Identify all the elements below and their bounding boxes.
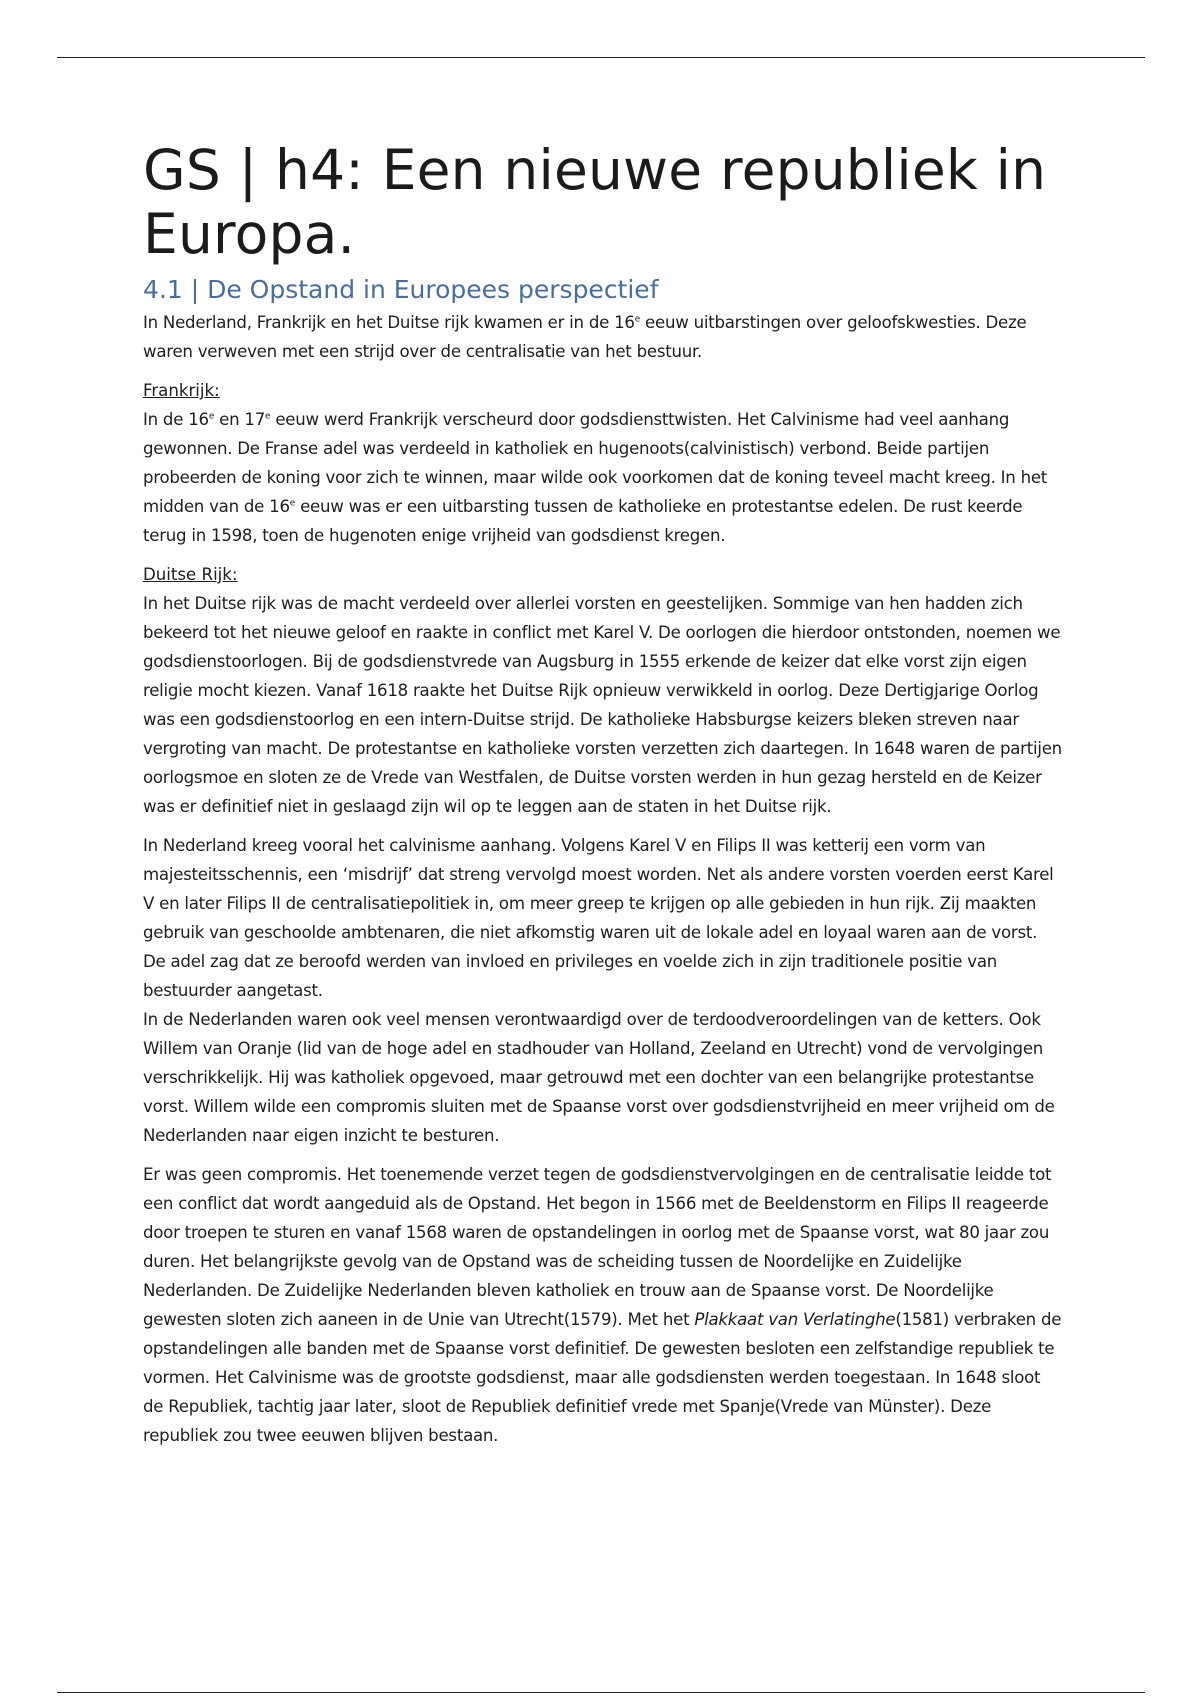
document-page <box>143 138 1063 1450</box>
frankrijk-sup-2: e <box>265 411 271 422</box>
intro-text-1: In Nederland, Frankrijk en het Duitse rijk kwamen er in de 16 <box>143 313 635 332</box>
heading-duitse-rijk: Duitse Rijk: <box>143 565 238 584</box>
frankrijk-text-1: In de 16 <box>143 410 209 429</box>
opstand-paragraph <box>143 1160 1063 1450</box>
bottom-rule <box>57 1692 1145 1693</box>
intro-sup-1: e <box>634 314 641 325</box>
duitse-rijk-paragraph: In het Duitse rijk was de macht verdeeld over allerlei vorsten en geestelijken. Sommige van hen hadden zich bekeerd tot het nieuwe geloof en raakte in conflict met Karel V. De oorlogen die hierdoor ontstonden, noemen we godsdienstoorlogen. Bij de godsdienstvrede van Augsburg in 1555 erkende de keizer dat elke vorst zijn eigen religie mocht kiezen. Vanaf 1618 raakte het Duitse Rijk opnieuw verwikkeld in oorlog. Deze Dertigjarige Oorlog was een godsdienstoorlog en een intern-Duitse strijd. De katholieke Habsburgse keizers bleken streven naar vergroting van macht. De protestantse en katholieke vorsten verzetten zich daartegen. In 1648 waren de partijen oorlogsmoe en sloten ze de Vrede van Westfalen, de Duitse vorsten werden in hun gezag hersteld en de Keizer was er definitief niet in geslaagd zijn wil op te leggen aan de staten in het Duitse rijk. <box>143 594 1062 816</box>
intro-text-2: eeuw uitbarstingen over geloofskwesties. Deze waren verweven met een strijd over de centralisatie van het bestuur. <box>143 313 1027 361</box>
opstand-text-2: (1581) verbraken de opstandelingen alle banden met de Spaanse vorst definitief. De gewesten besloten een zelfstandige republiek te vormen. Het Calvinisme was de grootste godsdienst, maar alle godsdiensten werden toegestaan. In 1648 sloot de Republiek, tachtig jaar later, sloot de Republiek definitief vrede met Spanje(Vrede van Münster). Deze republiek zou twee eeuwen blijven bestaan. <box>143 1310 1062 1445</box>
opstand-text-1: Er was geen compromis. Het toenemende verzet tegen de godsdienstvervolgingen en de centralisatie leidde tot een conflict dat wordt aangeduid als de Opstand. Het begon in 1566 met de Beeldenstorm en Filips II reageerde door troepen te sturen en vanaf 1568 waren de opstandelingen in oorlog met de Spaanse vorst, wat 80 jaar zou duren. Het belangrijkste gevolg van de Opstand was de scheiding tussen de Noordelijke en Zuidelijke Nederlanden. De Zuidelijke Nederlanden bleven katholiek en trouw aan de Spaanse vorst. De Noordelijke gewesten sloten zich aaneen in de Unie van Utrecht(1579). Met het <box>143 1165 1052 1329</box>
heading-frankrijk: Frankrijk: <box>143 381 220 400</box>
nederland-paragraph-1: In Nederland kreeg vooral het calvinisme aanhang. Volgens Karel V en Filips II was ketterij een vorm van majesteitsschennis, een ‘misdrijf’ dat streng vervolgd moest worden. Net als andere vorsten voerden eerst Karel V en later Filips II de centralisatiepolitiek in, om meer greep te krijgen op alle gebieden in hun rijk. Zij maakten gebruik van geschoolde ambtenaren, die niet afkomstig waren uit de lokale adel en loyaal waren aan de vorst. De adel zag dat ze beroofd werden van invloed en privileges en voelde zich in zijn traditionele positie van bestuurder aangetast. <box>143 836 1054 1000</box>
frankrijk-text-2: en 17 <box>214 410 266 429</box>
intro-paragraph <box>143 308 1063 366</box>
nederland-paragraph-2: In de Nederlanden waren ook veel mensen verontwaardigd over de terdoodveroordelingen van de ketters. Ook Willem van Oranje (lid van de hoge adel en stadhouder van Holland, Zeeland en Utrecht) vond de vervolgingen verschrikkelijk. Hij was katholiek opgevoed, maar getrouwd met een dochter van een belangrijke protestantse vorst. Willem wilde een compromis sluiten met de Spaanse vorst over godsdienstvrijheid en meer vrijheid om de Nederlanden naar eigen inzicht te besturen. <box>143 1010 1055 1145</box>
frankrijk-text-4: eeuw was er een uitbarsting tussen de katholieke en protestantse edelen. De rust keerde terug in 1598, toen de hugenoten enige vrijheid van godsdienst kregen. <box>143 497 1023 545</box>
opstand-italic-title: Plakkaat van Verlatinghe <box>694 1310 896 1329</box>
frankrijk-sup-3: e <box>289 498 296 509</box>
frankrijk-text-3: eeuw werd Frankrijk verscheurd door godsdiensttwisten. Het Calvinisme had veel aanhang gewonnen. De Franse adel was verdeeld in katholiek en hugenoots(calvinistisch) verbond. Beide partijen probeerden de koning voor zich te winnen, maar wilde ook voorkomen dat de koning teveel macht kreeg. In het midden van de 16 <box>143 410 1048 516</box>
frankrijk-sup-1: e <box>208 411 215 422</box>
document-title: GS | h4: Een nieuwe republiek in Europa. <box>143 138 1047 266</box>
frankrijk-paragraph <box>143 405 1063 550</box>
top-rule <box>57 57 1145 58</box>
section-title: 4.1 | De Opstand in Europees perspectief <box>143 275 659 304</box>
